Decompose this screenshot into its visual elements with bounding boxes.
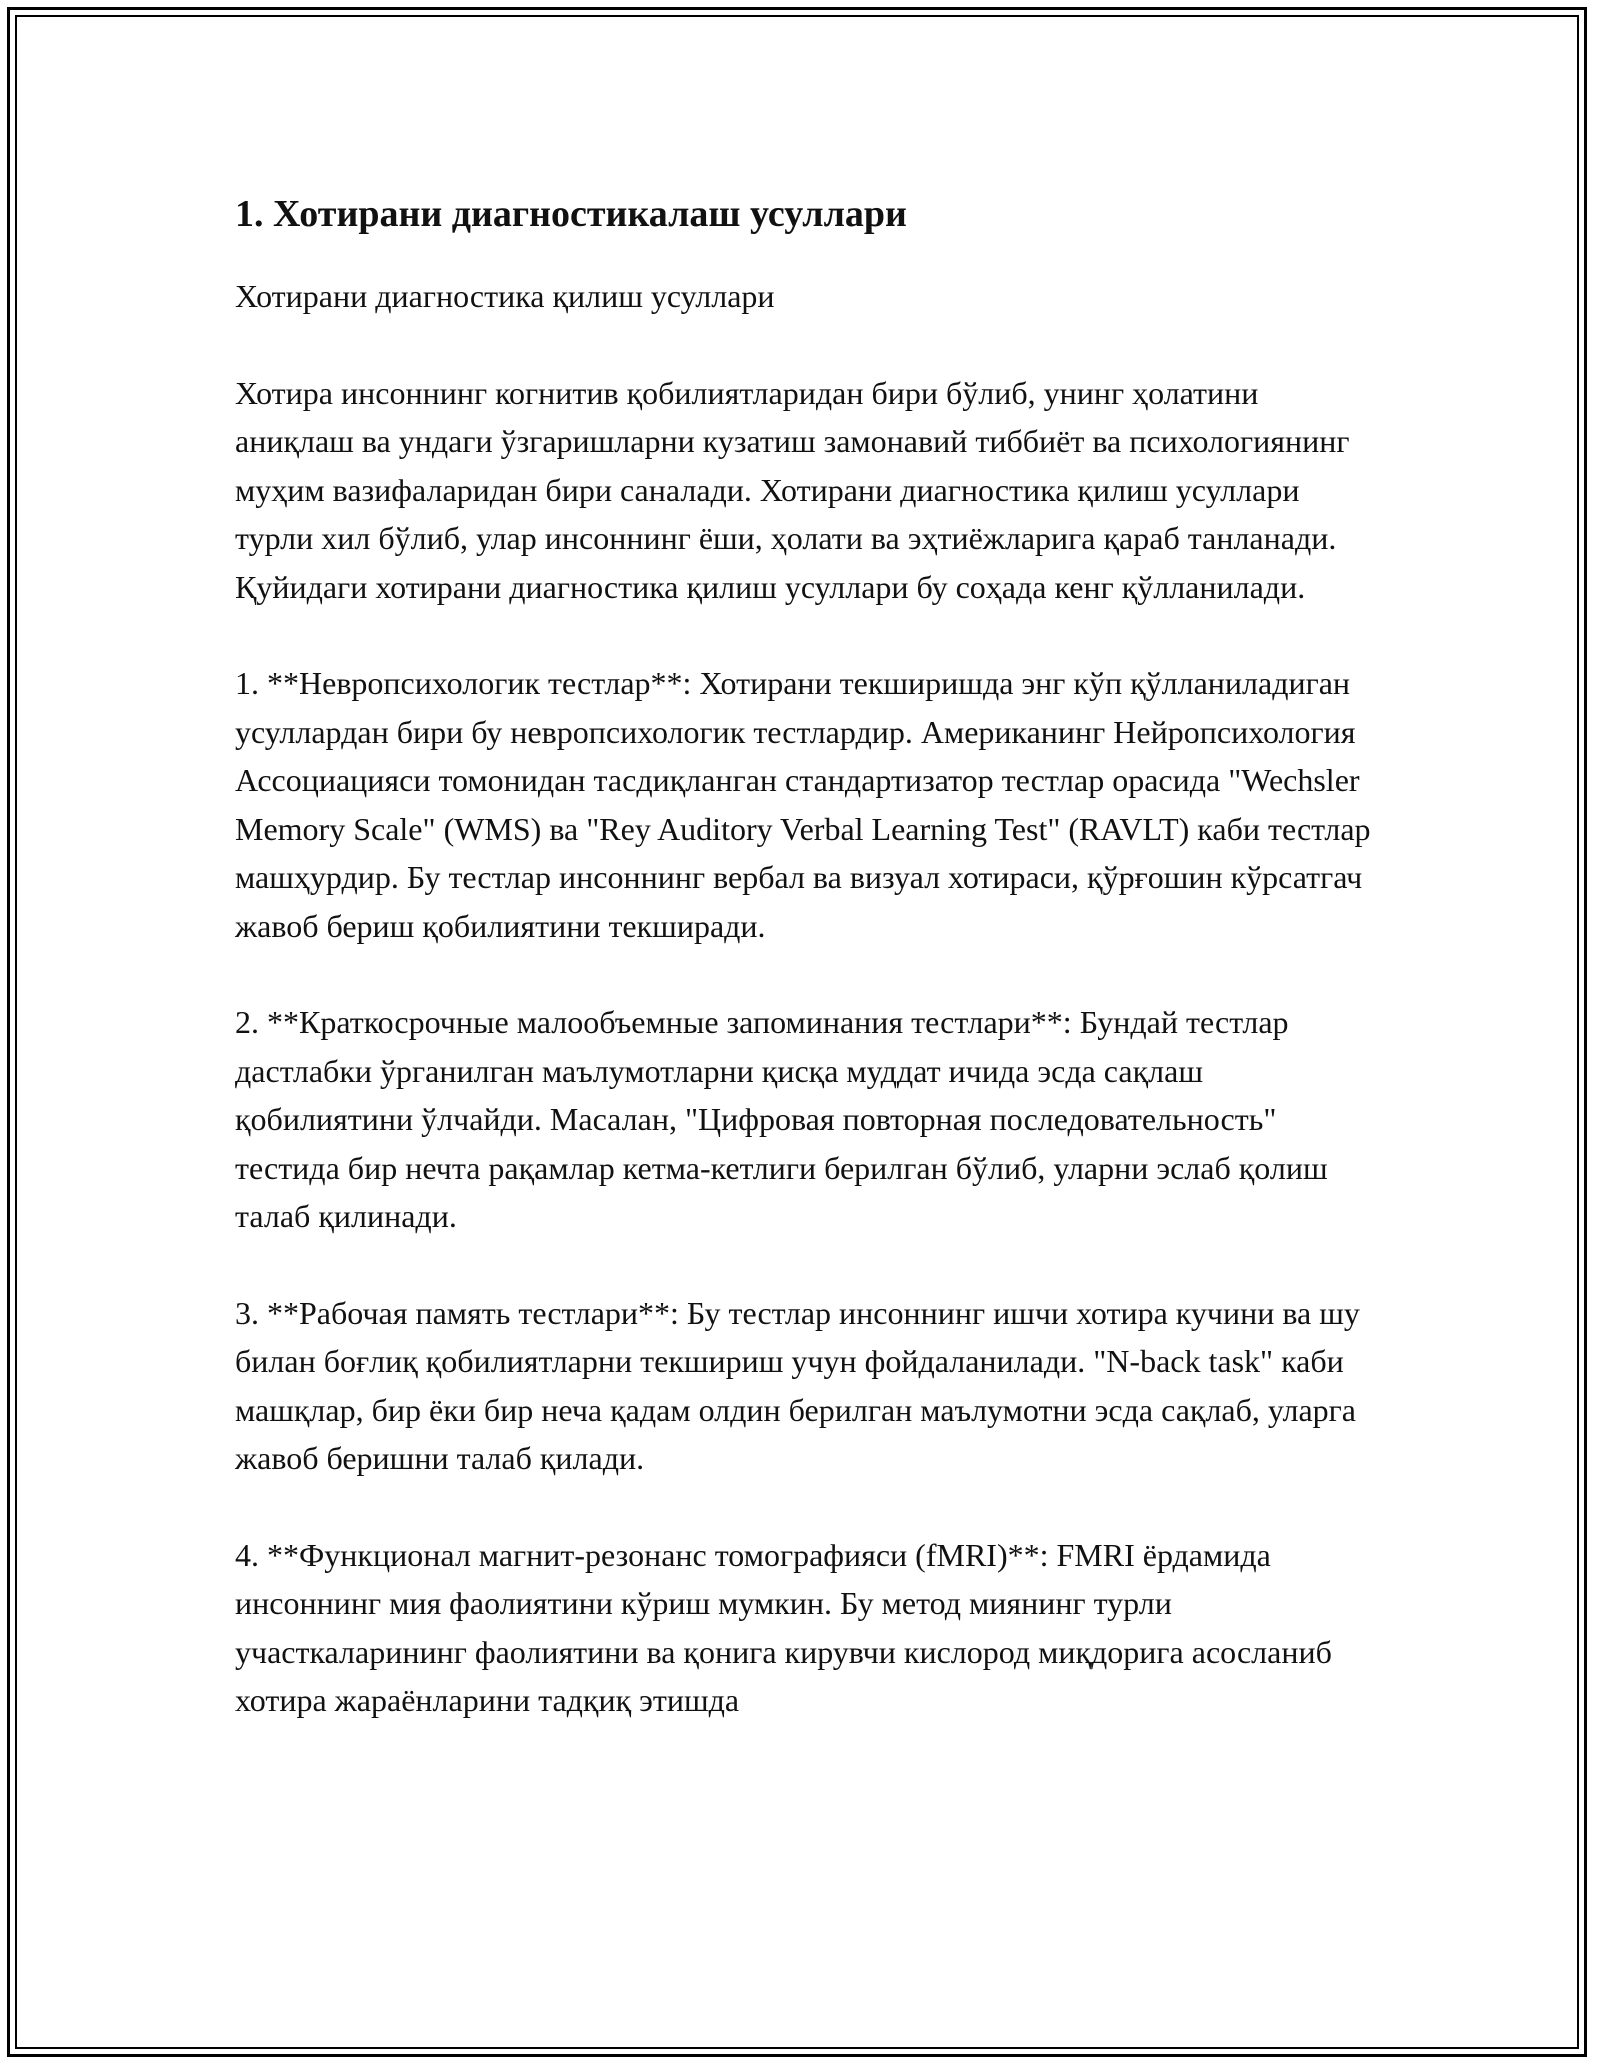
paragraph-neuropsychological-tests: 1. **Невропсихологик тестлар**: Хотирани текширишда энг кўп қўлланиладиган усуллардан бири бу невропсихологик тестлардир. Американинг Нейропсихология Ассоциацияси томонидан тасдиқланган стандартизатор тестлар орасида "Wechsler Memory Scale" (WMS) ва "Rey Auditory Verbal Learning Test" (RAVLT) каби тестлар машҳурдир. Бу тестлар инсоннинг вербал ва визуал хотираси, қўрғошин кўрсатгач жавоб бериш қобилиятини текширади. — [235, 665, 1371, 944]
intro-paragraph: Хотира инсоннинг когнитив қобилиятларидан бири бўлиб, унинг ҳолатини аниқлаш ва ундаги ўзгаришларни кузатиш замонавий тиббиёт ва психологиянинг муҳим вазифаларидан бири саналади. Хотирани диагностика қилиш усуллари турли хил бўлиб, улар инсоннинг ёши, ҳолати ва эҳтиёжларига қараб танланади. Қуйидаги хотирани диагностика қилиш усуллари бу соҳада кенг қўлланилади. — [235, 374, 1350, 605]
section-heading: 1. Хотирани диагностикалаш усуллари — [235, 193, 907, 235]
document-page — [235, 188, 1385, 1773]
paragraph-working-memory-tests: 3. **Рабочая память тестлари**: Бу тестлар инсоннинг ишчи хотира кучини ва шу билан боғлиқ қобилиятларни текшириш учун фойдаланилади. "N-back task" каби машқлар, бир ёки бир неча қадам олдин берилган маълумотни эсда сақлаб, уларга жавоб беришни талаб қилади. — [235, 1294, 1360, 1476]
paragraph-fmri: 4. **Функционал магнит-резонанс томографияси (fMRI)**: FMRI ёрдамида инсоннинг мия фаолиятини кўриш мумкин. Бу метод миянинг турли участкаларининг фаолиятини ва қонига кирувчи кислород миқдорига асосланиб хотира жараёнларини тадқиқ этишда — [235, 1536, 1332, 1718]
paragraph-short-term-memory-tests: 2. **Краткосрочные малообъемные запоминания тестлари**: Бундай тестлар дастлабки ўрганилган маълумотларни қисқа муддат ичида эсда сақлаш қобилиятини ўлчайди. Масалан, "Цифровая повторная последовательность" тестида бир нечта рақамлар кетма-кетлиги берилган бўлиб, уларни эслаб қолиш талаб қилинади. — [235, 1004, 1328, 1234]
section-subtitle: Хотирани диагностика қилиш усуллари — [235, 278, 775, 314]
